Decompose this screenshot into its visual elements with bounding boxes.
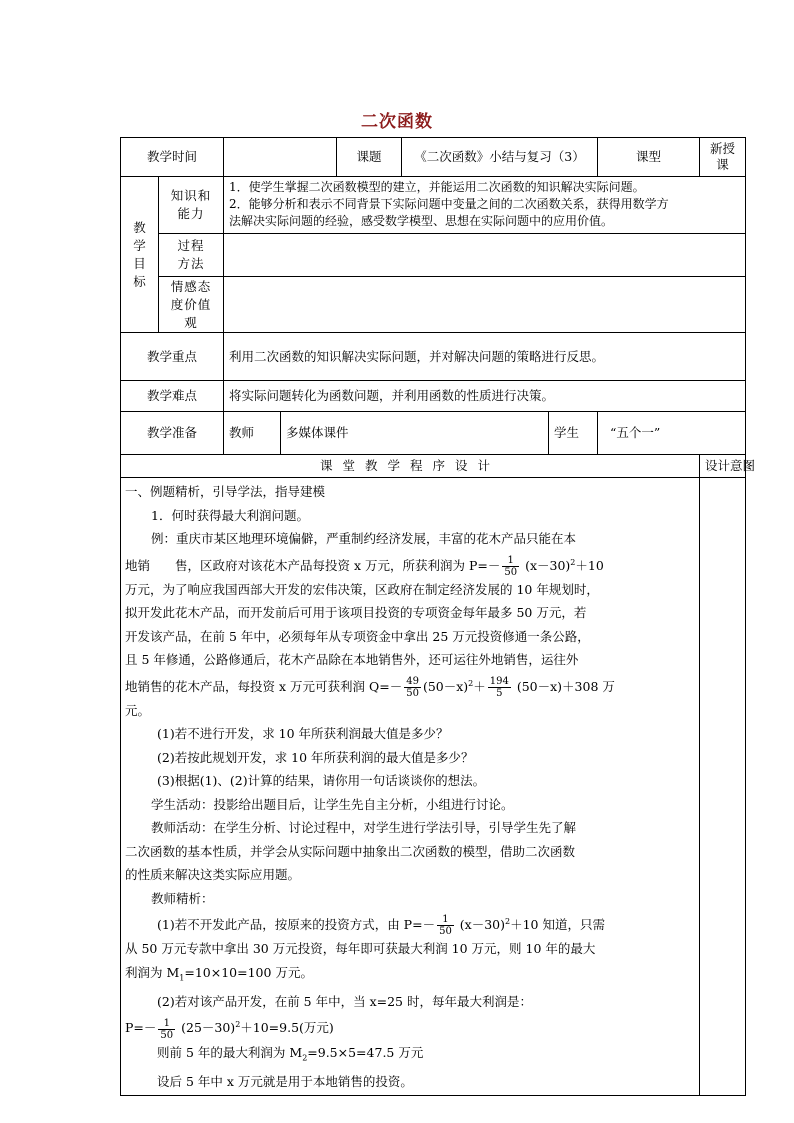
body-line-formula [125,551,695,578]
text: 则前 5 年的最大利润为 M [157,1044,303,1060]
body-line: 开发该产品，在前 5 年中，必须每年从专项资金中拿出 25 万元投资修通一条公路， [125,628,590,644]
body-line-formula [125,1013,695,1040]
row-difficulty [121,381,746,412]
fraction [158,1018,175,1041]
fraction [404,676,421,699]
topic-value: 《二次函数》小结与复习（3） [402,138,598,177]
key-point-label: 教学重点 [121,333,224,381]
body-line: 拟开发此花木产品，而开发前后可用于该项目投资的专项资金每年最多 50 万元，若 [125,605,587,621]
type-label: 课型 [598,138,700,177]
fraction [502,555,519,578]
text: (1)若不开发此产品，按原来的投资方式，由 P=－ [157,917,436,933]
student-label: 学生 [549,412,598,455]
body-line: 且 5 年修通，公路修通后，花木产品除在本地销售外，还可运往外地销售，运往外 [125,652,579,668]
fraction-den: 5 [496,687,503,699]
knowledge-line: 法解决实际问题的经验，感受数学模型、思想在实际问题中的应用价值。 [229,214,614,228]
text: ＋ [473,678,486,694]
fraction-num: 1 [158,1018,175,1030]
row-knowledge [121,177,746,234]
design-header: 课堂教学程序设计 [121,455,700,478]
row-design-header [121,455,746,478]
process-label: 过程方法 [159,234,224,277]
body-line: 学生活动：投影给出题目后，让学生先自主分析，小组进行讨论。 [151,796,514,812]
fraction-den: 50 [504,566,518,578]
body-line: 万元，为了响应我国西部大开发的宏伟决策，区政府在制定经济发展的 10 年规划时， [125,581,599,597]
body-line: 的性质来解决这类实际应用题。 [125,867,301,883]
row-body [121,478,746,1096]
intent-header: 设计意图 [700,455,746,478]
topic-label: 课题 [337,138,402,177]
time-label: 教学时间 [121,138,224,177]
row-preparation [121,412,746,455]
teacher-value: 多媒体课件 [281,412,549,455]
knowledge-line: 1．使学生掌握二次函数模型的建立，并能运用二次函数的知识解决实际问题。 [229,180,645,194]
body-line-formula [125,1041,695,1070]
row-process [121,234,746,277]
fraction-den: 50 [439,926,452,938]
subscript: 2 [302,1053,308,1063]
body-line: (3)根据(1)、(2)计算的结果，请你用一句话谈谈你的想法。 [157,773,486,789]
body-line-formula [125,672,695,699]
body-line: 设后 5 年中 x 万元就是用于本地销售的投资。 [157,1073,413,1089]
row-key-point [121,333,746,381]
body-line: 1．何时获得最大利润问题。 [151,507,309,523]
text: (25－30) [181,1020,236,1036]
body-line-formula [125,910,695,937]
process-value [224,234,746,277]
difficulty-value: 将实际问题转化为函数问题，并利用函数的性质进行决策。 [224,381,746,412]
fraction-den: 50 [406,687,419,699]
fraction-den: 50 [160,1029,174,1041]
type-value: 新授课 [700,138,746,177]
body-line: 二次函数的基本性质，并学会从实际问题中抽象出二次函数的模型，借助二次函数 [125,843,576,859]
row-time-topic [121,138,746,177]
time-value [224,138,337,177]
exponent: 2 [570,557,576,567]
text: 地销 售，区政府对该花木产品每投资 x 万元，所获利润为 P=－ [125,557,501,573]
text: =10×10=100 万元。 [184,964,313,980]
body-line: 例：重庆市某区地理环境偏僻，严重制约经济发展，丰富的花木产品只能在本 [151,531,577,546]
body-line: 教师精析： [151,890,214,906]
row-emotion [121,277,746,333]
exponent: 2 [235,1020,241,1030]
fraction-num: 1 [437,914,454,926]
text: 利润为 M [125,964,180,980]
fraction [488,676,511,699]
knowledge-label: 知识和能力 [159,177,224,234]
knowledge-line: 2．能够分析和表示不同背景下实际问题中变量之间的二次函数关系，获得用数学方 [229,197,669,211]
fraction-num: 49 [406,675,419,687]
lesson-plan-table [120,137,756,1096]
text: ＋10=9.5(万元) [240,1020,334,1036]
body-line: (1)若不进行开发，求 10 年所获利润最大值是多少？ [157,726,449,742]
design-intent-content [700,478,746,1096]
fraction [437,914,454,937]
teacher-label: 教师 [224,412,281,455]
knowledge-content [224,177,746,234]
text: P=－ [125,1020,157,1036]
key-point-value: 利用二次函数的知识解决实际问题，并对解决问题的策略进行反思。 [224,333,746,381]
text: (50－x)＋308 万 [516,678,615,694]
body-line: (2)若按此规划开发，求 10 年所获利润的最大值是多少？ [157,749,474,765]
text: ＋10 [575,557,604,573]
text: (x－30) [525,557,571,573]
text: 地销售的花木产品，每投资 x 万元可获利润 Q=－ [125,678,403,694]
objectives-label: 教学目标 [121,177,159,333]
emotion-value [224,277,746,333]
body-line: (2)若对该产品开发，在前 5 年中，当 x=25 时，每年最大利润是： [157,993,532,1009]
preparation-label: 教学准备 [121,412,224,455]
student-value: “五个一” [598,412,746,455]
body-line: 元。 [125,702,151,718]
emotion-label: 情感态度价值观 [159,277,224,333]
fraction-num: 1 [502,555,519,567]
text: =9.5×5=47.5 万元 [307,1044,424,1060]
difficulty-label: 教学难点 [121,381,224,412]
exponent: 2 [505,917,511,927]
fraction-num: 194 [489,675,509,687]
body-line: 从 50 万元专款中拿出 30 万元投资，每年即可获最大利润 10 万元，则 10 年的最大 [125,941,596,957]
body-line-formula [125,961,695,990]
page-title: 二次函数 [361,112,433,132]
body-line: 教师活动：在学生分析、讨论过程中，对学生进行学法引导，引导学生先了解 [151,820,577,836]
design-content [121,478,700,1096]
text: (50－x) [422,678,469,694]
exponent: 2 [468,678,474,688]
section-heading: 一、例题精析，引导学法，指导建模 [125,484,326,499]
text: ＋10 知道，只需 [510,917,605,933]
subscript: 1 [179,973,185,983]
text: (x－30) [459,917,506,933]
